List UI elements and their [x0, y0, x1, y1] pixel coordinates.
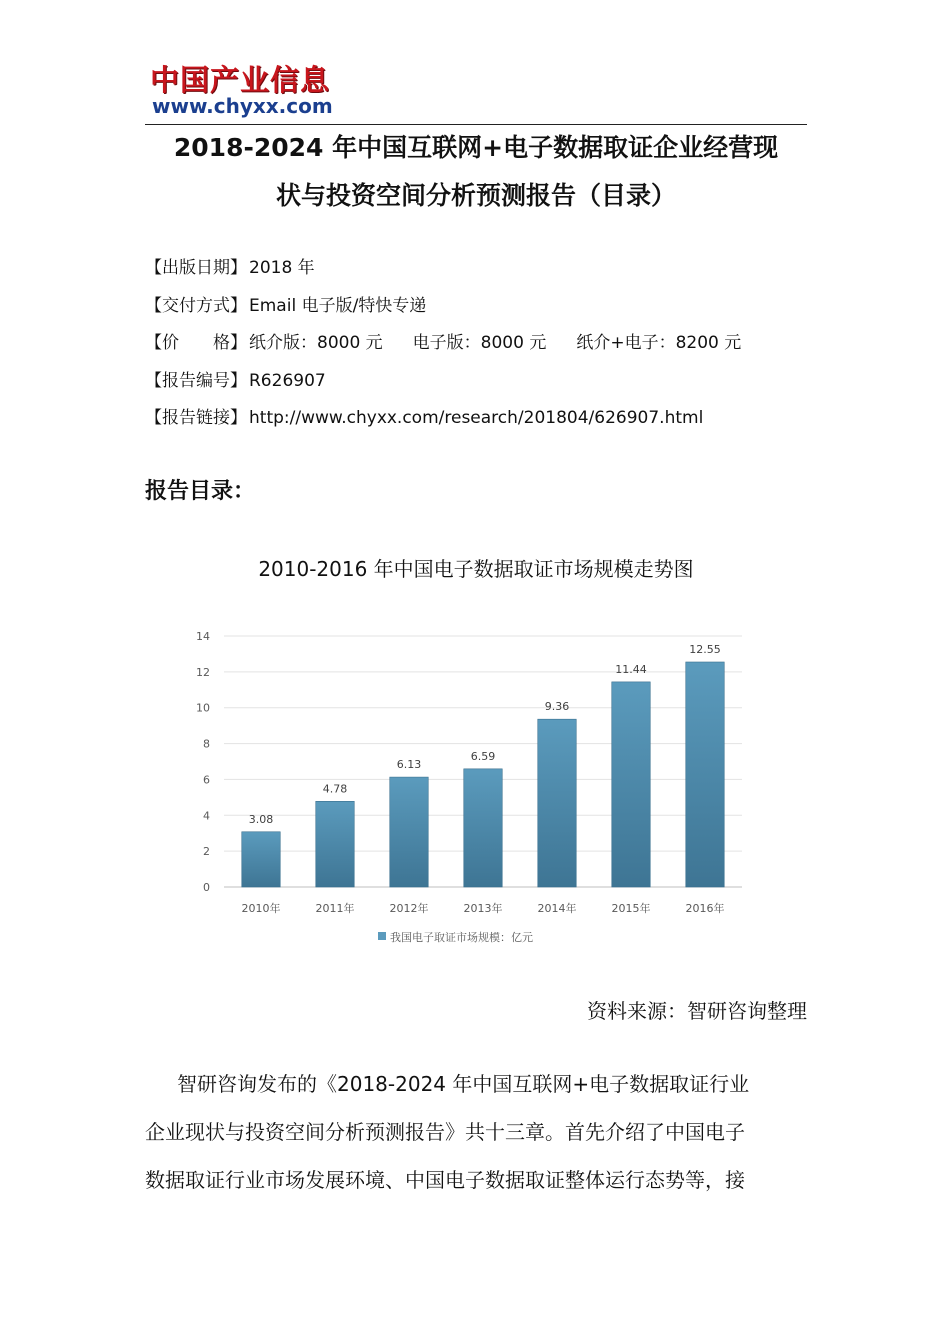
data-label: 6.59: [470, 749, 496, 763]
chart-title: 2010-2016 年中国电子数据取证市场规模走势图: [258, 557, 694, 581]
report-title-line-1: 2018-2024 年中国互联网+电子数据取证企业经营现: [173, 133, 779, 162]
info-row-date: [145, 250, 825, 288]
price-paper: 纸介版：8000 元: [249, 333, 383, 353]
x-tick-label: 2011年: [315, 902, 355, 915]
report-info: [145, 250, 825, 438]
report-summary: [145, 1060, 807, 1204]
summary-line-3: 数据取证行业市场发展环境、中国电子数据取证整体运行态势等，接: [145, 1168, 745, 1192]
x-tick-label: 2010年: [241, 902, 281, 915]
bar: [538, 719, 576, 887]
x-tick-label: 2013年: [463, 902, 503, 915]
info-label-price: 【价 格】: [145, 333, 247, 353]
info-value-date: 2018 年: [249, 258, 315, 278]
info-value-delivery: Email 电子版/特快专递: [249, 295, 427, 316]
bar: [316, 801, 354, 887]
bar: [464, 769, 502, 887]
logo-url-text: www.chyxx.com: [152, 94, 333, 118]
report-title-line-2: 状与投资空间分析预测报告（目录）: [275, 181, 676, 210]
price-electronic: 电子版：8000 元: [412, 333, 547, 353]
info-label-date: 【出版日期】: [145, 258, 247, 278]
info-row-delivery: [145, 288, 825, 326]
legend-swatch: [378, 932, 386, 940]
y-tick-label: 0: [203, 881, 210, 894]
bar: [390, 777, 428, 887]
bar: [686, 662, 724, 887]
y-tick-label: 6: [203, 773, 210, 787]
y-tick-label: 2: [203, 845, 210, 859]
data-label: 3.08: [248, 812, 274, 826]
y-tick-label: 12: [196, 665, 210, 679]
x-tick-label: 2016年: [685, 902, 725, 915]
bar: [242, 832, 280, 887]
data-label: 11.44: [615, 662, 647, 676]
data-label: 4.78: [322, 782, 348, 796]
price-both: 纸介+电子：8200 元: [576, 333, 742, 353]
summary-line-1: 智研咨询发布的《2018-2024 年中国互联网+电子数据取证行业: [177, 1072, 750, 1096]
y-tick-label: 4: [203, 809, 210, 823]
y-tick-label: 8: [203, 737, 210, 751]
info-row-code: [145, 363, 825, 401]
summary-line-2: 企业现状与投资空间分析预测报告》共十三章。首先介绍了中国电子: [145, 1120, 745, 1144]
x-tick-label: 2012年: [389, 902, 429, 915]
y-tick-label: 10: [196, 701, 210, 715]
info-label-code: 【报告编号】: [145, 370, 247, 391]
y-tick-label: 14: [196, 630, 210, 643]
info-value-code: R626907: [249, 370, 326, 391]
report-title: [145, 124, 807, 220]
bar: [612, 682, 650, 887]
data-label: 9.36: [544, 700, 570, 714]
info-row-link: [145, 400, 825, 438]
logo-chinese-text: 中国产业信息: [150, 63, 331, 97]
data-label: 6.13: [396, 758, 422, 772]
toc-heading: 报告目录：: [145, 479, 256, 504]
data-source: 资料来源：智研咨询整理: [587, 999, 807, 1023]
report-link[interactable]: http://www.chyxx.com/research/201804/626907.html: [249, 408, 704, 428]
info-label-link: 【报告链接】: [145, 408, 247, 428]
info-row-price: [145, 325, 825, 363]
site-logo[interactable]: [146, 56, 356, 122]
data-label: 12.55: [689, 642, 721, 656]
x-tick-label: 2014年: [537, 902, 577, 915]
x-tick-label: 2015年: [611, 902, 651, 915]
info-label-delivery: 【交付方式】: [145, 295, 247, 316]
legend-label: 我国电子取证市场规模：亿元: [390, 931, 533, 944]
market-size-bar-chart: [190, 622, 762, 967]
